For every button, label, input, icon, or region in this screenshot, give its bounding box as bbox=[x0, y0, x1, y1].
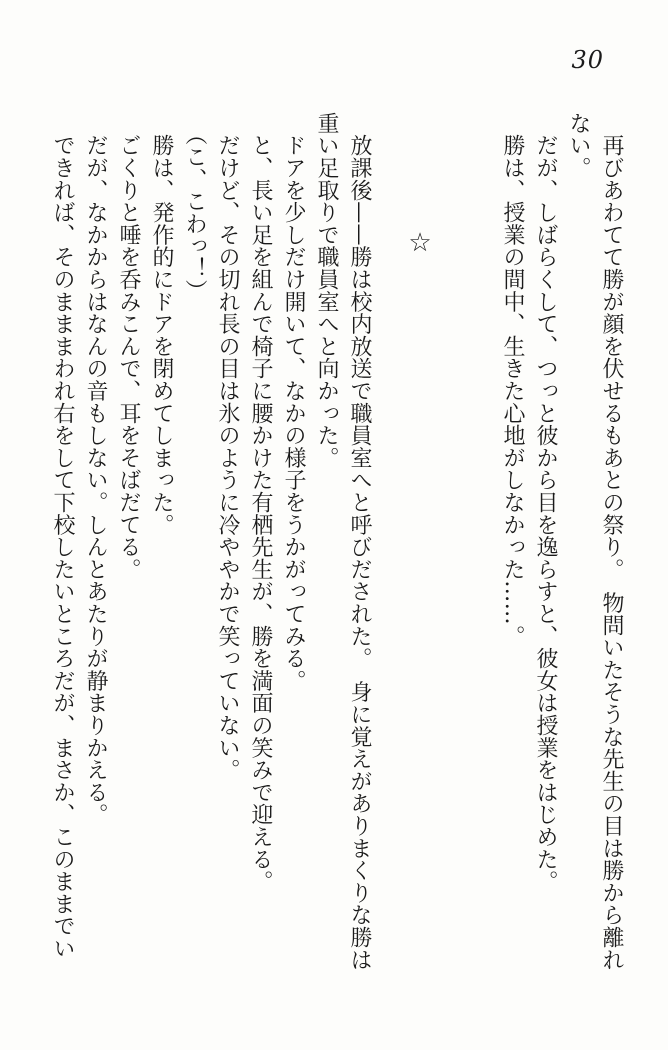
section-separator-star-icon: ☆ bbox=[405, 228, 435, 258]
text-column-15: できれば、そのまままわれ右をして下校したいところだが、まさか、このままでい bbox=[50, 112, 75, 960]
text-column-9: と、長い足を組んで椅子に腰かけた有栖先生が、勝を満面の笑みで迎える。 bbox=[248, 112, 273, 893]
text-column-10: だけど、その切れ長の目は氷のように冷ややかで笑っていない。 bbox=[215, 112, 240, 781]
text-column-2: ない。 bbox=[566, 112, 591, 179]
text-column-3: だが、しばらくして、つっと彼から目を逸らすと、彼女は授業をはじめた。 bbox=[533, 112, 558, 893]
text-column-12: 勝は、発作的にドアを閉めてしまった。 bbox=[149, 112, 174, 536]
text-column-14: だが、なかからはなんの音もしない。しんとあたりが静まりかえる。 bbox=[83, 112, 108, 826]
text-column-8: ドアを少しだけ開いて、なかの様子をうかがってみる。 bbox=[281, 112, 306, 692]
text-column-7: 重い足取りで職員室へと向かった。 bbox=[314, 112, 339, 469]
text-column-1: 再びあわてて勝が顔を伏せるもあとの祭り。 物問いたそうな先生の目は勝から離れ bbox=[599, 112, 624, 971]
text-column-11: （こ、こわっ！） bbox=[182, 112, 207, 302]
vertical-text-block bbox=[46, 112, 628, 1042]
page-number: 30 bbox=[571, 46, 604, 74]
text-column-6: 放課後——勝は校内放送で職員室へと呼びだされた。 身に覚えがありまくりな勝は bbox=[347, 112, 372, 971]
text-column-4: 勝は、授業の間中、生きた心地がしなかった……。 bbox=[500, 112, 525, 648]
text-column-13: ごくりと唾を呑みこんで、耳をそばだてる。 bbox=[116, 112, 141, 581]
